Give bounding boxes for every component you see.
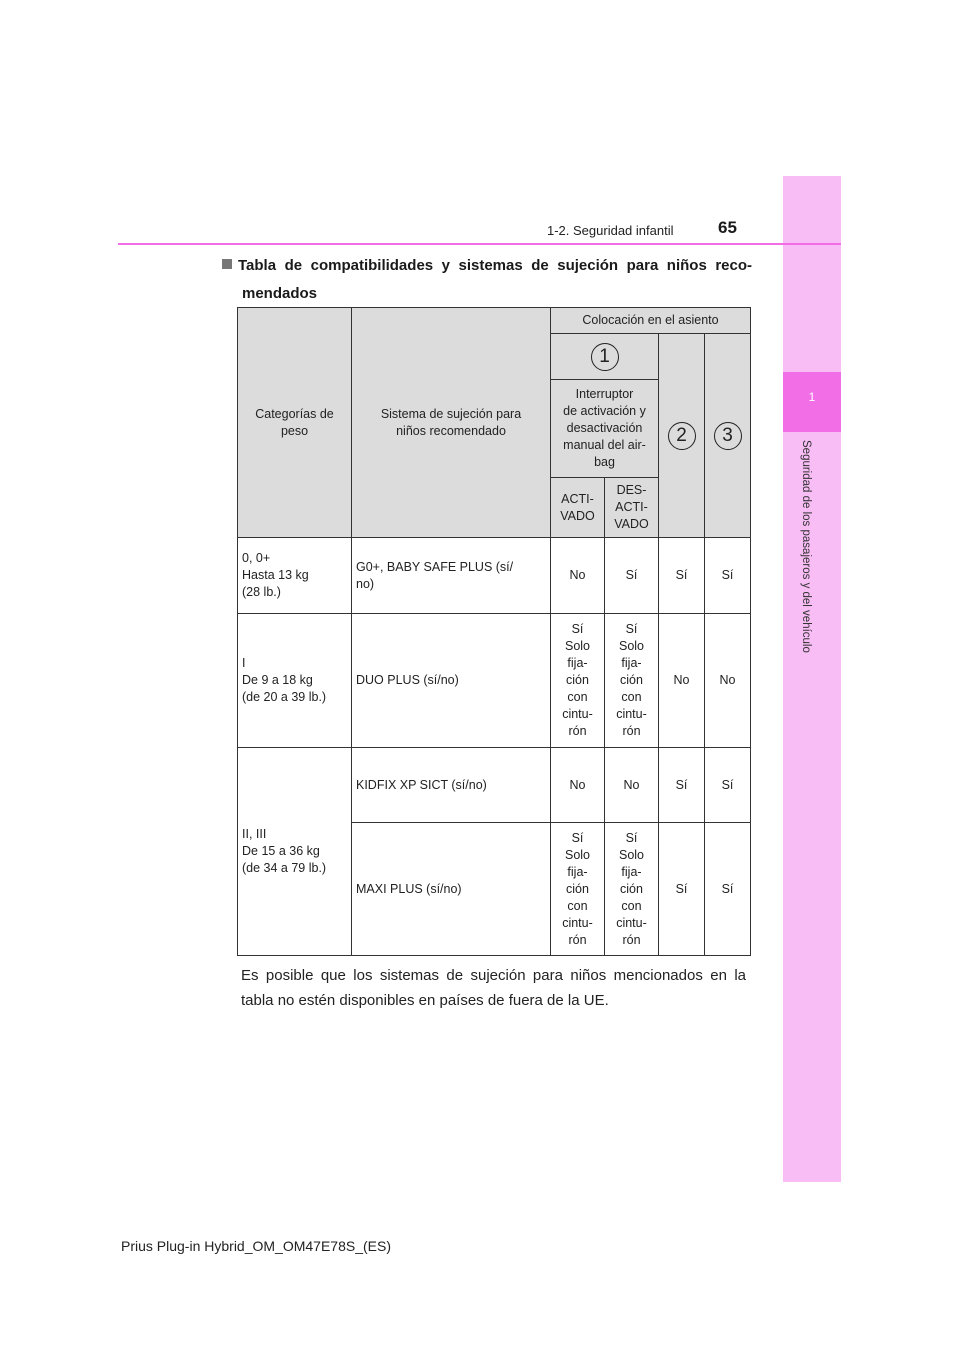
heading-line-2: mendados [242, 285, 318, 302]
system-cell: KIDFIX XP SICT (sí/no) [352, 748, 551, 823]
weight-cell: 0, 0+ Hasta 13 kg (28 lb.) [238, 538, 352, 614]
header-desactivado: DES- ACTI- VADO [605, 478, 659, 538]
activado-cell: Sí Solo fija- ción con cintu- rón [551, 614, 605, 748]
note-line-2: tabla no estén disponibles en países de fuera de la UE. [241, 992, 609, 1009]
seat-2-cell: No [659, 614, 705, 748]
table-heading [222, 252, 752, 308]
header-seat-3 [705, 334, 751, 538]
activado-cell: Sí Solo fija- ción con cintu- rón [551, 823, 605, 956]
seat-2-circle-icon: 2 [668, 422, 696, 450]
activado-cell: No [551, 538, 605, 614]
chapter-side-tab [783, 176, 841, 1182]
note-line-1: Es posible que los sistemas de sujeción para niños mencionados en la [241, 967, 746, 984]
table-row [238, 614, 751, 748]
seat-3-circle-icon: 3 [714, 422, 742, 450]
seat-3-cell: Sí [705, 748, 751, 823]
table-row [238, 538, 751, 614]
chapter-number: 1 [808, 390, 816, 404]
seat-3-cell: No [705, 614, 751, 748]
system-cell: MAXI PLUS (sí/no) [352, 823, 551, 956]
page-number: 65 [718, 218, 737, 237]
desactivado-cell: Sí Solo fija- ción con cintu- rón [605, 823, 659, 956]
seat-2-cell: Sí [659, 538, 705, 614]
seat-3-cell: Sí [705, 538, 751, 614]
header-divider [118, 243, 841, 245]
footer-document-id: Prius Plug-in Hybrid_OM_OM47E78S_(ES) [121, 1238, 391, 1254]
compatibility-table [237, 307, 751, 956]
header-airbag-switch: Interruptor de activación y desactivación manual del air- bag [551, 380, 659, 478]
system-cell: G0+, BABY SAFE PLUS (sí/ no) [352, 538, 551, 614]
header-seat-1 [551, 334, 659, 380]
weight-cell: I De 9 a 18 kg (de 20 a 39 lb.) [238, 614, 352, 748]
availability-note [241, 963, 746, 1013]
desactivado-cell: Sí Solo fija- ción con cintu- rón [605, 614, 659, 748]
heading-line-1: Tabla de compatibilidades y sistemas de sujeción para niños reco- [238, 257, 752, 274]
table-row [238, 748, 751, 823]
activado-cell: No [551, 748, 605, 823]
chapter-title-vertical: Seguridad de los pasajeros y del vehículo [800, 440, 812, 653]
header-weight-category: Categorías de peso [238, 308, 352, 538]
seat-1-circle-icon: 1 [591, 343, 619, 371]
header-seat-2 [659, 334, 705, 538]
seat-2-cell: Sí [659, 748, 705, 823]
square-bullet-icon [222, 259, 232, 269]
section-title: 1-2. Seguridad infantil [547, 223, 674, 238]
header-seating-position: Colocación en el asiento [551, 308, 751, 334]
header-activado: ACTI- VADO [551, 478, 605, 538]
header-restraint-system: Sistema de sujeción para niños recomendado [352, 308, 551, 538]
weight-cell: II, III De 15 a 36 kg (de 34 a 79 lb.) [238, 748, 352, 956]
system-cell: DUO PLUS (sí/no) [352, 614, 551, 748]
desactivado-cell: No [605, 748, 659, 823]
desactivado-cell: Sí [605, 538, 659, 614]
seat-3-cell: Sí [705, 823, 751, 956]
seat-2-cell: Sí [659, 823, 705, 956]
